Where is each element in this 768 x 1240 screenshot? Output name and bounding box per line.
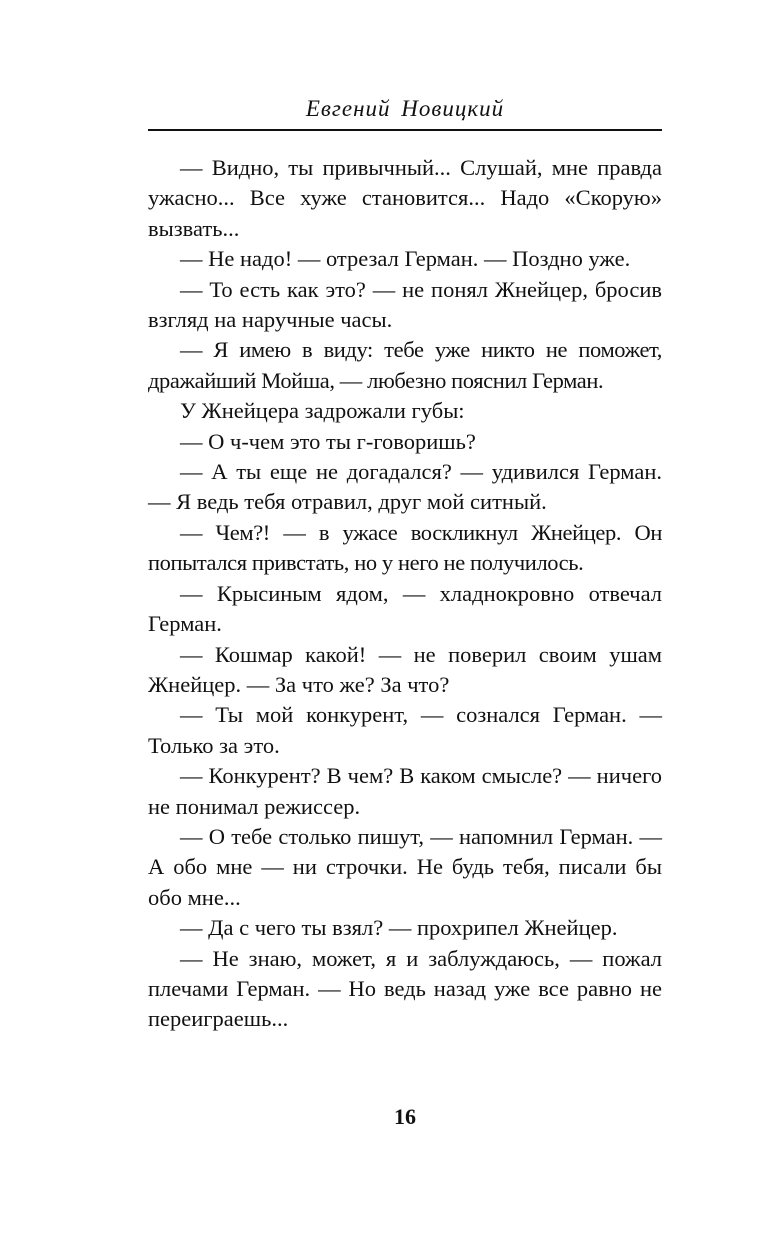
running-header-author: Евгений Новицкий: [305, 96, 505, 121]
paragraph: — Ты мой конкурент, — сознался Герман. — Только за это.: [148, 702, 662, 758]
paragraph: — Видно, ты привычный... Слушай, мне правда ужасно... Все хуже становится... Надо «Скорую» вызвать...: [148, 155, 662, 241]
header-rule: [148, 129, 662, 131]
paragraph: — Крысиным ядом, — хладнокровно отвечал Герман.: [148, 580, 662, 637]
paragraph: — О ч-чем это ты г-говоришь?: [180, 428, 476, 454]
body-text: [148, 153, 662, 1035]
paragraph: — О тебе столько пишут, — напомнил Герман. — А обо мне — ни строчки. Не будь тебя, писали бы обо мне...: [148, 823, 662, 910]
paragraph: У Жнейцера задрожали губы:: [180, 398, 465, 424]
paragraph: — Я имею в виду: тебе уже никто не поможет, дражайший Мойша, — любезно пояснил Герман.: [148, 337, 662, 393]
paragraph: — Кошмар какой! — не поверил своим ушам Жнейцер. — За что же? За что?: [148, 641, 662, 697]
paragraph: — Не надо! — отрезал Герман. — Поздно уже.: [180, 246, 631, 272]
paragraph: — Не знаю, может, я и заблуждаюсь, — пожал плечами Герман. — Но ведь назад уже все равно не переиграешь...: [148, 945, 662, 1032]
paragraph: — Да с чего ты взял? — прохрипел Жнейцер.: [180, 915, 618, 941]
paragraph: — Конкурент? В чем? В каком смысле? — ничего не понимал режиссер.: [148, 763, 662, 819]
paragraph: — Чем?! — в ужасе воскликнул Жнейцер. Он попытался привстать, но у него не получилось.: [148, 519, 662, 576]
page-number: 16: [394, 1104, 416, 1129]
paragraph: — То есть как это? — не понял Жнейцер, бросив взгляд на наручные часы.: [148, 276, 662, 333]
paragraph: — А ты еще не догадался? — удивился Герман. — Я ведь тебя отравил, друг мой ситный.: [148, 459, 662, 515]
